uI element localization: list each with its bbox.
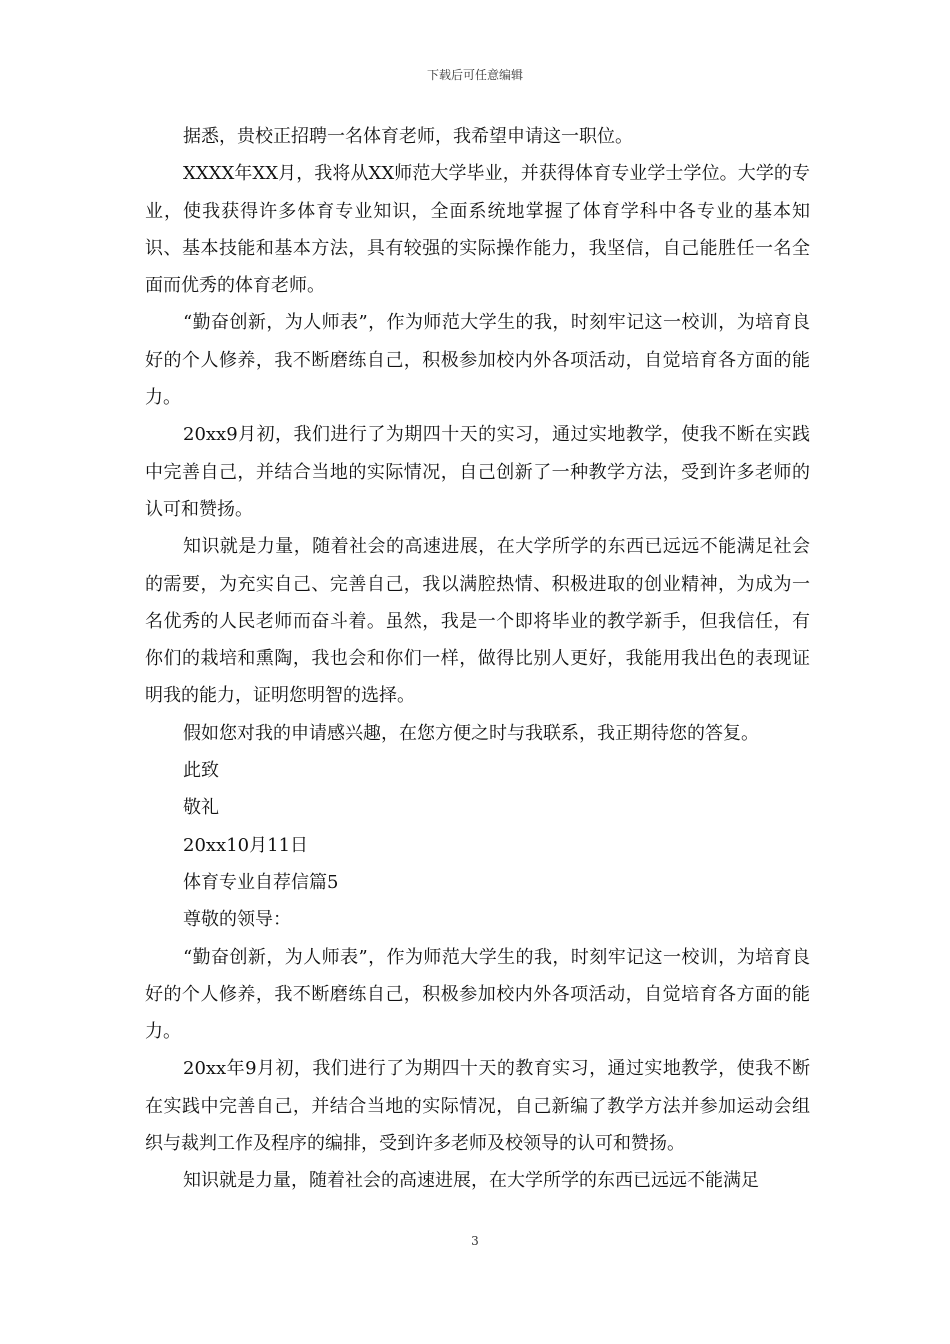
paragraph-internship-2: 20xx年9月初，我们进行了为期四十天的教育实习，通过实地教学，使我不断在实践中完善自己，并结合当地的实际情况，自己新编了教学方法并参加运动会组织与裁判工作及程序的编排，受到许多老师及校领导的认可和赞扬。 <box>145 1058 810 1155</box>
section-title: 体育专业自荐信篇5 <box>183 871 339 893</box>
closing-regards: 敬礼 <box>183 797 219 819</box>
paragraph-knowledge-2: 知识就是力量，随着社会的高速进展，在大学所学的东西已远远不能满足 <box>183 1170 759 1192</box>
paragraph-internship: 20xx9月初，我们进行了为期四十天的实习，通过实地教学，使我不断在实践中完善自己，并结合当地的实际情况，自己创新了一种教学方法，受到许多老师的认可和赞扬。 <box>145 424 810 520</box>
paragraph-motto: “勤奋创新，为人师表”，作为师范大学生的我，时刻牢记这一校训，为培育良好的个人修养，我不断磨练自己，积极参加校内外各项活动，自觉培育各方面的能力。 <box>145 312 810 409</box>
letter-date: 20xx10月11日 <box>183 834 309 856</box>
document-body <box>145 118 810 1200</box>
closing-salutation: 此致 <box>183 760 219 782</box>
paragraph-motto-2: “勤奋创新，为人师表”，作为师范大学生的我，时刻牢记这一校训，为培育良好的个人修养，我不断磨练自己，积极参加校内外各项活动，自觉培育各方面的能力。 <box>145 946 810 1043</box>
page-header: 下载后可任意编辑 <box>426 68 523 82</box>
greeting: 尊敬的领导： <box>183 909 291 931</box>
paragraph-intro: 据悉，贵校正招聘一名体育老师，我希望申请这一职位。 <box>183 126 633 147</box>
paragraph-knowledge: 知识就是力量，随着社会的高速进展，在大学所学的东西已远远不能满足社会的需要，为充实自己、完善自己，我以满腔热情、积极进取的创业精神，为成为一名优秀的人民老师而奋斗着。虽然，我是一个即将毕业的教学新手，但我信任，有你们的栽培和熏陶，我也会和你们一样，做得比别人更好，我能用我出色的表现证明我的能力，证明您明智的选择。 <box>145 536 810 707</box>
paragraph-contact: 假如您对我的申请感兴趣，在您方便之时与我联系，我正期待您的答复。 <box>183 722 759 744</box>
page-number: 3 <box>471 1234 479 1248</box>
paragraph-education: XXXX年XX月，我将从XX师范大学毕业，并获得体育专业学士学位。大学的专业，使我获得许多体育专业知识，全面系统地掌握了体育学科中各专业的基本知识、基本技能和基本方法，具有较强的实际操作能力，我坚信，自己能胜任一名全面而优秀的体育老师。 <box>145 163 810 297</box>
